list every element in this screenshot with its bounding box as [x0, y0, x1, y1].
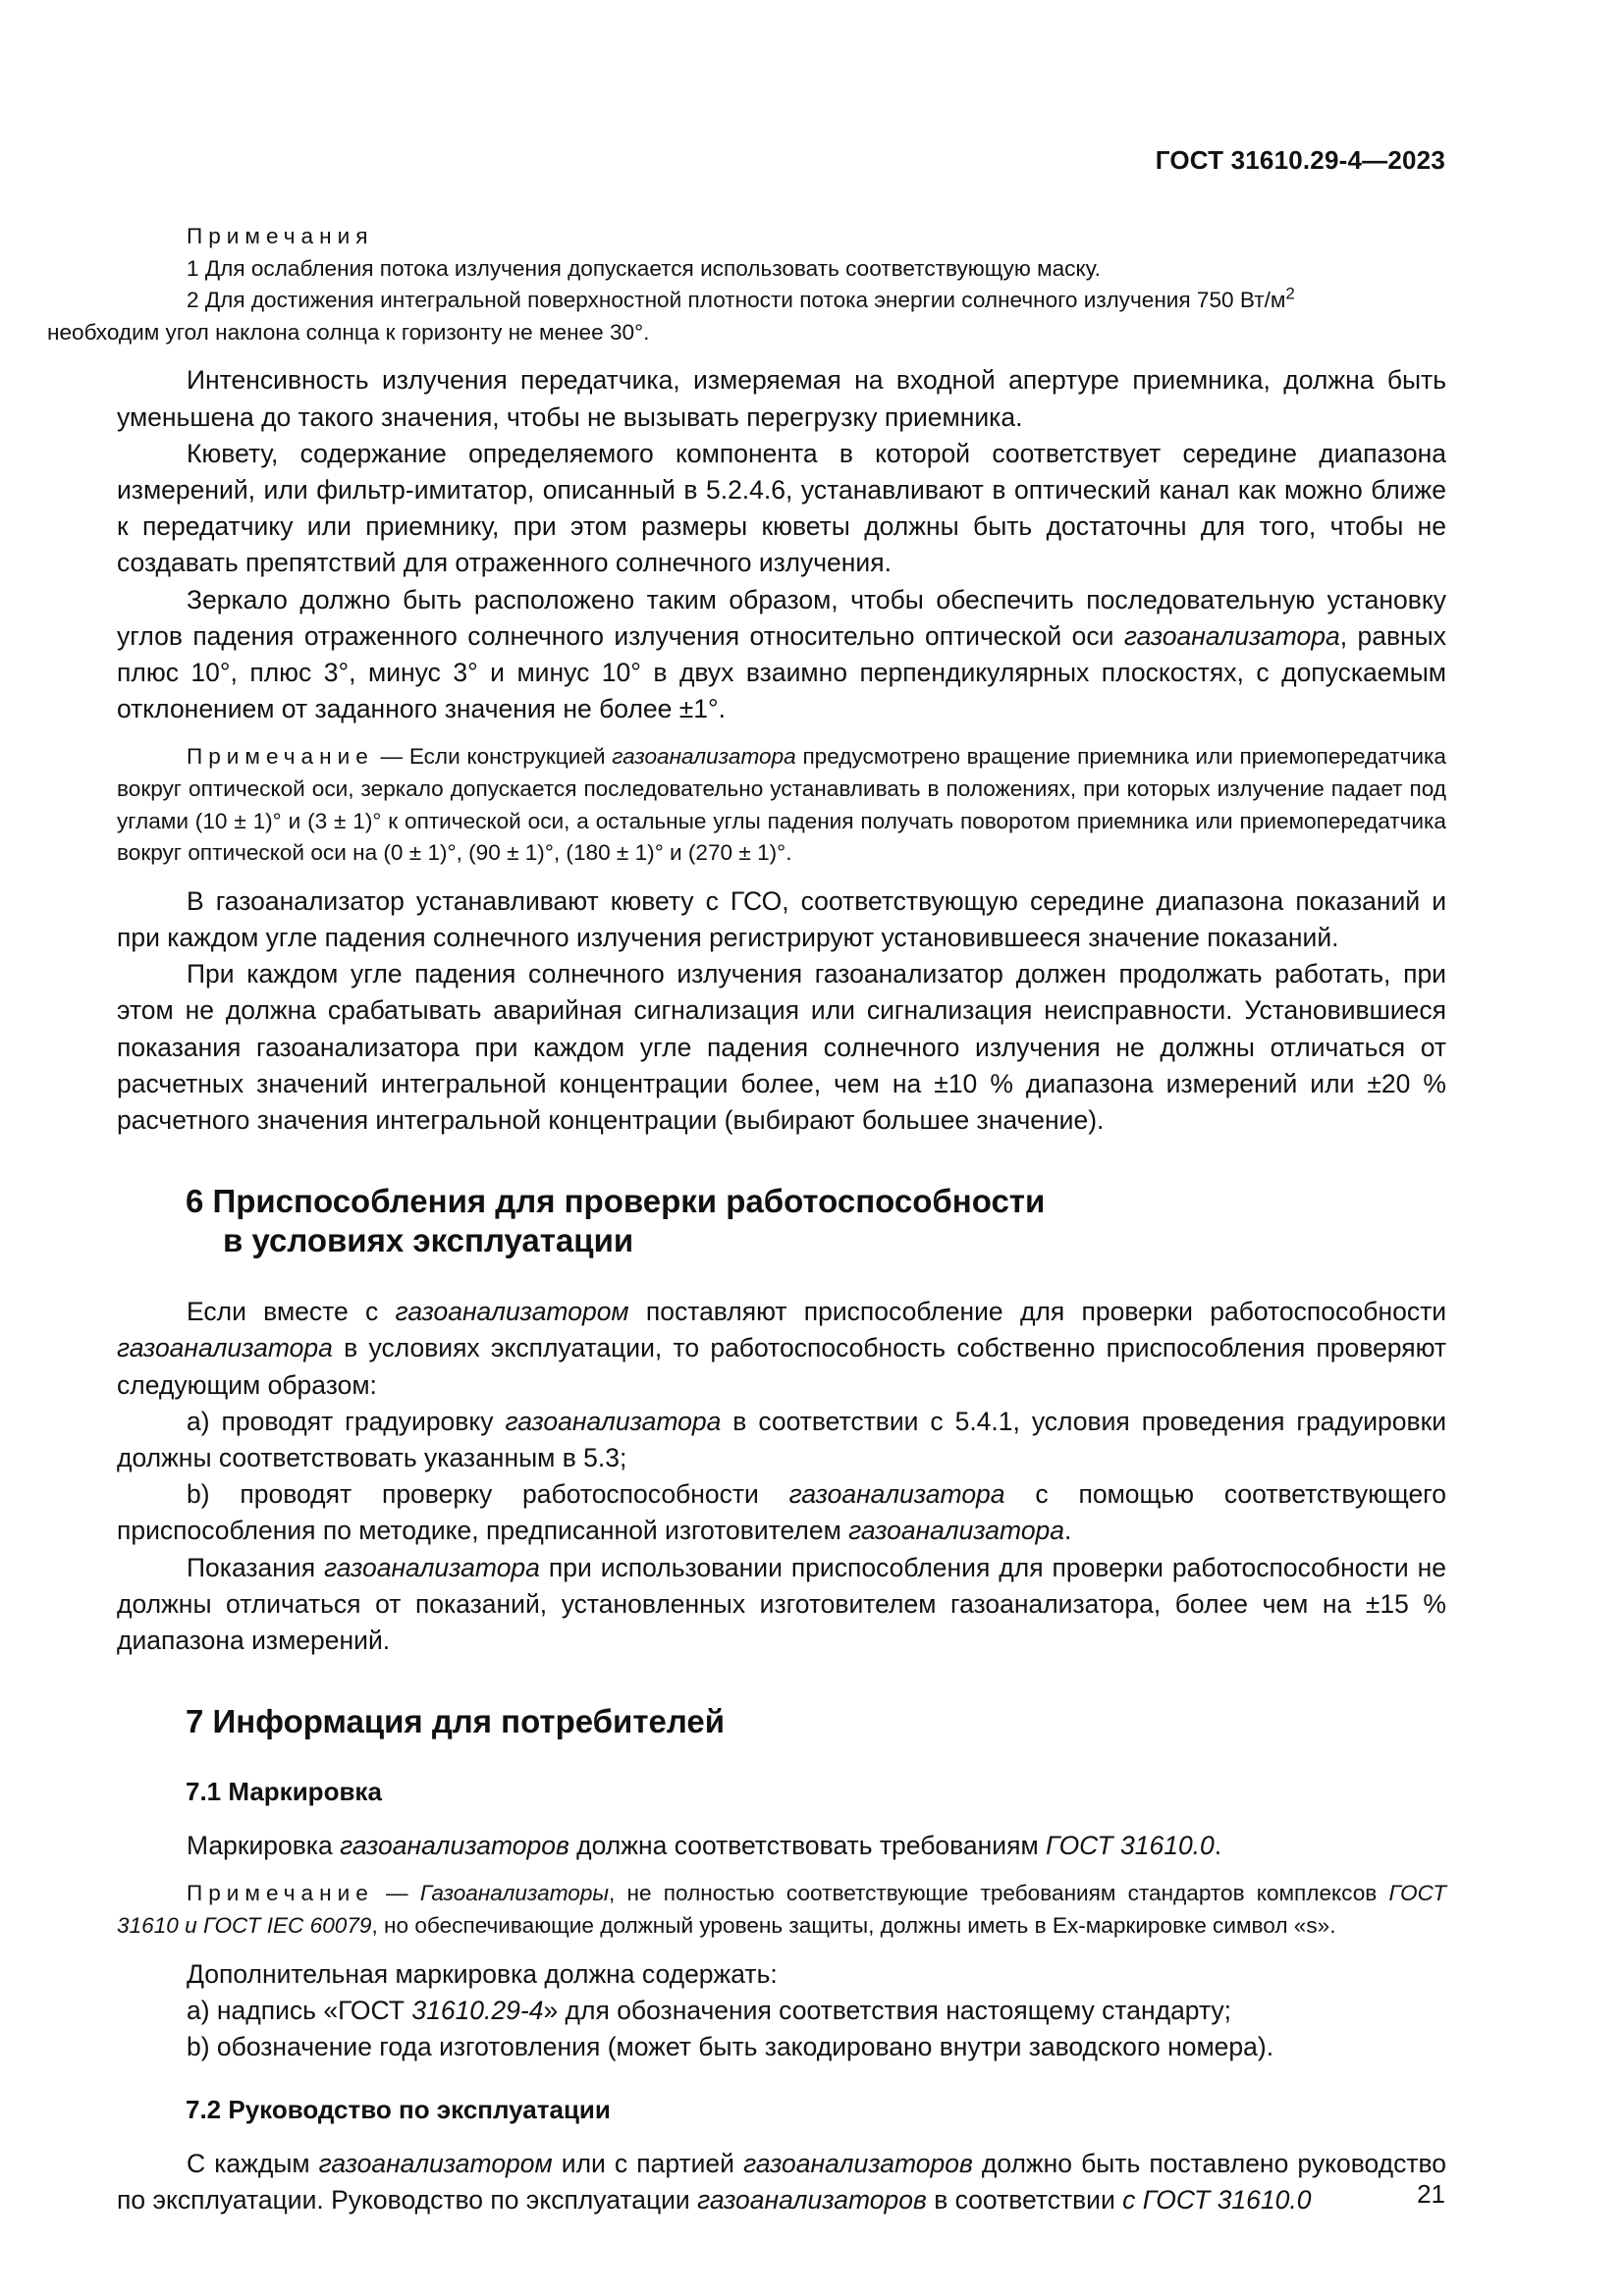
list-item: b) проводят проверку работоспособности газоанализатора с помощью соответствующего приспособления по методике, предписанной изготовителем газоанализатора.: [117, 1479, 1447, 1546]
section-6-heading: 6 Приспособления для проверки работоспособности в условиях эксплуатации: [186, 1183, 1046, 1259]
note-paragraph: Примечание — Если конструкцией газоанализатора предусмотрено вращение приемника или приемопередатчика вокруг оптической оси, зеркало допускается последовательно устанавливать в положениях, при которых излучение падает под углами (10 ± 1)° и (3 ± 1)° к оптической оси, а остальные углы падения получать поворотом приемника или приемопередатчика вокруг оптической оси на (0 ± 1)°, (90 ± 1)°, (180 ± 1)° и (270 ± 1)°.: [117, 744, 1446, 866]
subsection-7-1-heading: 7.1 Маркировка: [186, 1777, 382, 1807]
paragraph: Дополнительная маркировка должна содержать:: [187, 1958, 778, 1989]
document-header: ГОСТ 31610.29-4—2023: [1155, 145, 1445, 175]
note-item-2: 2 Для достижения интегральной поверхностной плотности потока энергии солнечного излучения 750 $Вт/м^2$ необходим угол наклона солнца к горизонту не менее 30°.: [47, 284, 1295, 345]
list-item: a) надпись «ГОСТ 31610.29-4» для обозначения соответствия настоящему стандарту;: [187, 1995, 1232, 2025]
paragraph: Кювету, содержание определяемого компонента в которой соответствует середине диапазона измерений, или фильтр-имитатор, описанный в 5.2.4.6, устанавливают в оптический канал как можно ближе к передатчику или приемнику, при этом размеры кюветы должны быть достаточны для того, чтобы не создавать препятствий для отраженного солнечного излучения.: [117, 438, 1446, 578]
paragraph: Маркировка газоанализаторов должна соответствовать требованиям ГОСТ 31610.0.: [187, 1831, 1222, 1861]
paragraph: Показания газоанализатора при использовании приспособления для проверки работоспособности не должны отличаться от показаний, установленных изготовителем газоанализатора, более чем на ±15 % диапазона измерений.: [117, 1552, 1446, 1656]
paragraph: Если вместе с газоанализатором поставляют приспособление для проверки работоспособности газоанализатора в условиях эксплуатации, то работоспособность собственно приспособления проверяют следующим образом:: [117, 1297, 1447, 1400]
paragraph: Интенсивность излучения передатчика, измеряемая на входной апертуре приемника, должна быть уменьшена до такого значения, чтобы не вызывать перегрузку приемника.: [117, 365, 1446, 432]
notes-title: Примечания: [187, 224, 374, 248]
document-body: [47, 221, 1447, 2219]
section-7-heading: 7 Информация для потребителей: [186, 1703, 726, 1740]
subsection-7-2-heading: 7.2 Руководство по эксплуатации: [186, 2095, 611, 2125]
list-item: b) обозначение года изготовления (может быть закодировано внутри заводского номера).: [187, 2032, 1274, 2062]
paragraph: Зеркало должно быть расположено таким образом, чтобы обеспечить последовательную установку углов падения отраженного солнечного излучения относительно оптической оси газоанализатора, равных плюс 10°, плюс 3°, минус 3° и минус 10° в двух взаимно перпендикулярных плоскостях, с допускаемым отклонением от заданного значения не более ±1°.: [117, 584, 1446, 724]
paragraph: В газоанализатор устанавливают кювету с ГСО, соответствующую середине диапазона показаний и при каждом угле падения солнечного излучения регистрируют установившееся значение показаний.: [117, 885, 1446, 952]
list-item: a) проводят градуировку газоанализатора в соответствии с 5.4.1, условия проведения градуировки должны соответствовать указанным в 5.3;: [117, 1406, 1447, 1473]
page-number: 21: [1417, 2179, 1445, 2209]
paragraph: С каждым газоанализатором или с партией газоанализаторов должно быть поставлено руководство по эксплуатации. Руководство по эксплуатации газоанализаторов в соответствии с ГОСТ 31610.0: [117, 2149, 1447, 2216]
note-paragraph: Примечание — Газоанализаторы, не полностью соответствующие требованиям стандартов комплексов ГОСТ 31610 и ГОСТ IEC 60079, но обеспечивающие должный уровень защиты, должны иметь в Ex-маркировке символ «s».: [117, 1881, 1446, 1939]
note-item-1: 1 Для ослабления потока излучения допускается использовать соответствующую маску.: [187, 255, 1101, 281]
paragraph: При каждом угле падения солнечного излучения газоанализатор должен продолжать работать, при этом не должна срабатывать аварийная сигнализация или сигнализация неисправности. Установившиеся показания газоанализатора при каждом угле падения солнечного излучения не должны отличаться от расчетных значений интегральной концентрации более, чем на ±10 % диапазона измерений или ±20 % расчетного значения интегральной концентрации (выбирают большее значение).: [117, 959, 1446, 1135]
notes-block: [47, 221, 1446, 348]
